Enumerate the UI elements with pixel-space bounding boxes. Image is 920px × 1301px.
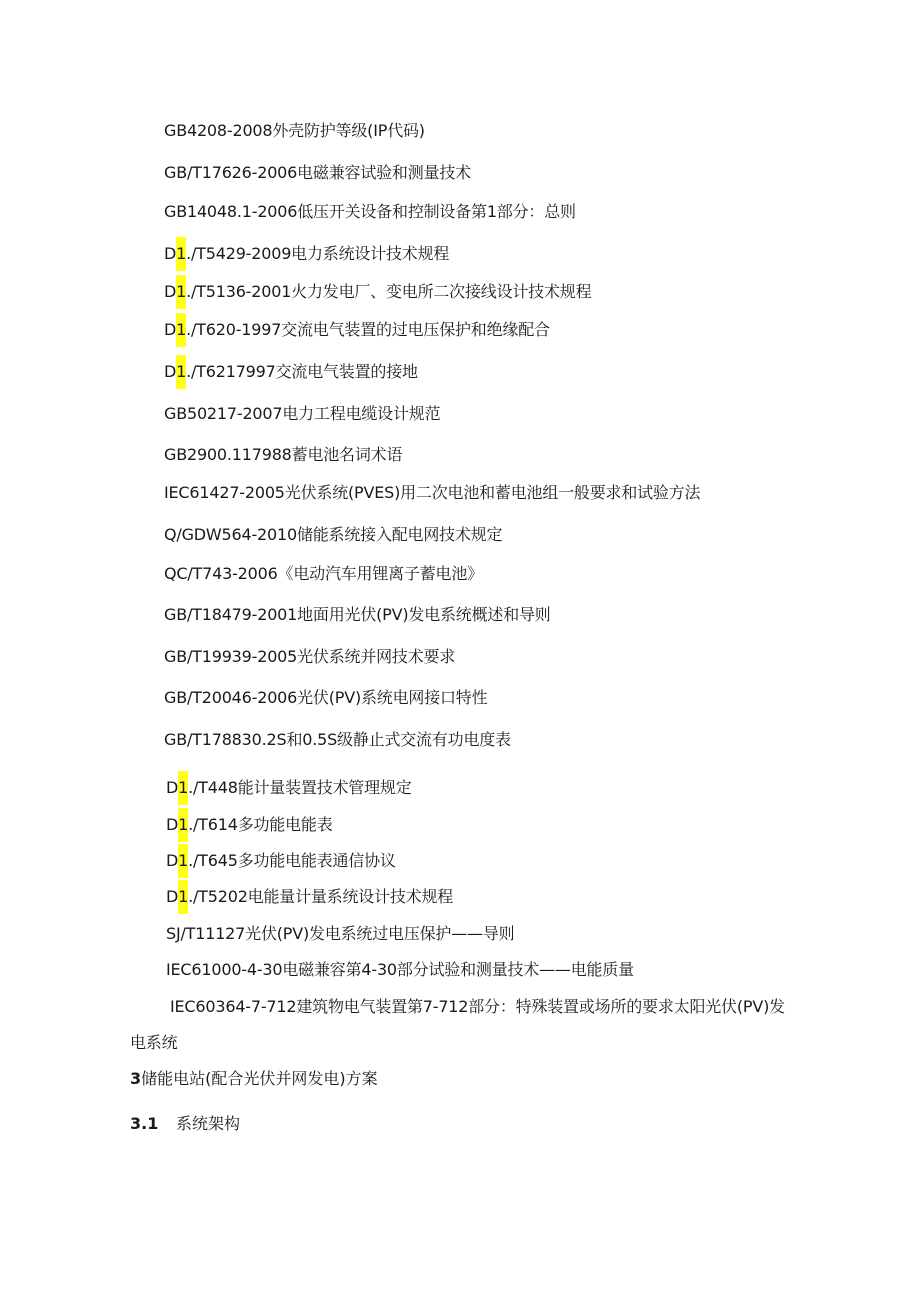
highlighted-char: 1 xyxy=(178,880,188,914)
standard-prefix: D xyxy=(164,282,177,301)
standard-item: GB/T178830.2S和0.5S级静止式交流有功电度表 xyxy=(164,730,511,749)
highlighted-char: 1 xyxy=(176,313,186,347)
standard-rest: ./T448能计量装置技术管理规定 xyxy=(188,778,412,797)
section-number: 3 xyxy=(130,1069,142,1088)
standard-prefix: D xyxy=(166,778,179,797)
standard-item: Q/GDW564-2010储能系统接入配电网技术规定 xyxy=(164,525,503,544)
standard-item: GB/T17626-2006电磁兼容试验和测量技术 xyxy=(164,163,471,182)
standard-prefix: D xyxy=(166,815,179,834)
standard-item: GB4208-2008外壳防护等级(IP代码) xyxy=(164,121,425,140)
standard-item xyxy=(166,777,412,799)
section-title: 系统架构 xyxy=(176,1114,241,1133)
highlighted-char: 1 xyxy=(178,808,188,842)
standard-rest: ./T5202电能量计量系统设计技术规程 xyxy=(188,887,454,906)
standard-item xyxy=(164,361,418,383)
standard-item: GB/T18479-2001地面用光伏(PV)发电系统概述和导则 xyxy=(164,605,551,624)
standard-prefix: D xyxy=(164,362,177,381)
standard-item: GB/T20046-2006光伏(PV)系统电网接口特性 xyxy=(164,688,488,707)
standard-item xyxy=(164,243,449,265)
standard-item: GB2900.117988蓄电池名词术语 xyxy=(164,445,403,464)
standard-rest: ./T5136-2001火力发电厂、变电所二次接线设计技术规程 xyxy=(186,282,592,301)
standard-item: IEC61000-4-30电磁兼容第4-30部分试验和测量技术——电能质量 xyxy=(166,960,634,979)
standard-item: IEC61427-2005光伏系统(PVES)用二次电池和蓄电池组一般要求和试验方法 xyxy=(164,483,701,502)
standard-item: SJ/T11127光伏(PV)发电系统过电压保护——导则 xyxy=(166,924,515,943)
highlighted-char: 1 xyxy=(176,355,186,389)
standard-rest: ./T614多功能电能表 xyxy=(188,815,333,834)
standard-prefix: D xyxy=(164,320,177,339)
standard-rest: ./T645多功能电能表通信协议 xyxy=(188,851,396,870)
highlighted-char: 1 xyxy=(178,771,188,805)
highlighted-char: 1 xyxy=(178,844,188,878)
standard-prefix: D xyxy=(166,851,179,870)
standard-item: GB/T19939-2005光伏系统并网技术要求 xyxy=(164,647,456,666)
highlighted-char: 1 xyxy=(176,237,186,271)
standard-item xyxy=(166,850,396,872)
standard-item xyxy=(164,281,591,303)
standard-item: GB50217-2007电力工程电缆设计规范 xyxy=(164,404,441,423)
standard-item: IEC60364-7-712建筑物电气装置第7-712部分：特殊装置或场所的要求太阳光伏(PV)发 xyxy=(170,997,785,1016)
standard-prefix: D xyxy=(164,244,177,263)
standard-item xyxy=(166,886,453,908)
standard-prefix: D xyxy=(166,887,179,906)
standard-rest: ./T5429-2009电力系统设计技术规程 xyxy=(186,244,450,263)
section-heading-3 xyxy=(130,1068,378,1090)
standard-item-continuation: 电系统 xyxy=(130,1033,178,1052)
standard-item: GB14048.1-2006低压开关设备和控制设备第1部分：总则 xyxy=(164,202,576,221)
section-title: 储能电站(配合光伏并网发电)方案 xyxy=(141,1069,378,1088)
highlighted-char: 1 xyxy=(176,275,186,309)
section-number: 3.1 xyxy=(130,1114,159,1133)
section-heading-3-1 xyxy=(130,1113,240,1135)
standard-rest: ./T6217997交流电气装置的接地 xyxy=(186,362,418,381)
standard-item xyxy=(164,319,550,341)
standard-item: QC/T743-2006《电动汽车用锂离子蓄电池》 xyxy=(164,564,483,583)
standard-rest: ./T620-1997交流电气装置的过电压保护和绝缘配合 xyxy=(186,320,550,339)
standard-item xyxy=(166,814,333,836)
